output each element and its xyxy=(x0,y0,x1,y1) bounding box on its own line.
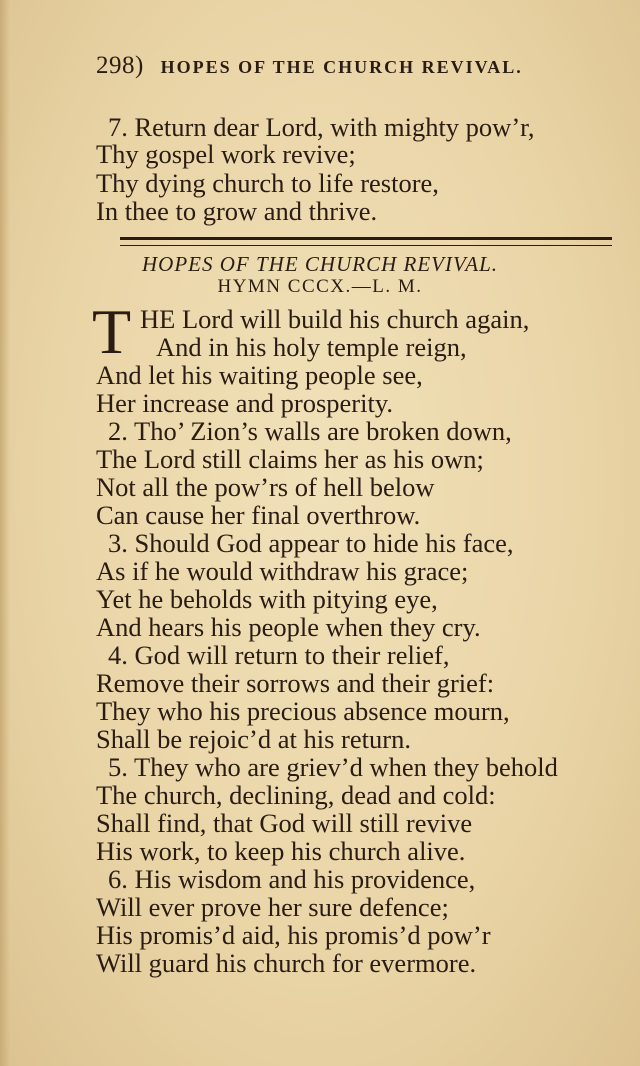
hymn-line: And let his waiting people see, xyxy=(96,360,423,390)
prev-stanza-line: 7. Return dear Lord, with mighty pow’r, xyxy=(108,112,535,142)
hymn-line: And in his holy temple reign, xyxy=(156,332,467,362)
hymn-line: His promis’d aid, his promis’d pow’r xyxy=(96,920,491,950)
hymn-line: Yet he beholds with pitying eye, xyxy=(96,584,438,614)
hymn-line: Remove their sorrows and their grief: xyxy=(96,668,495,698)
hymn-line: His work, to keep his church alive. xyxy=(96,836,466,866)
hymn-line: Can cause her final overthrow. xyxy=(96,500,421,530)
hymn-line: The church, declining, dead and cold: xyxy=(96,780,496,810)
prev-stanza-line: Thy gospel work revive; xyxy=(96,139,356,169)
hymn-line: 3. Should God appear to hide his face, xyxy=(108,528,514,558)
hymn-subtitle: HYMN CCCX.—L. M. xyxy=(217,276,423,297)
hymn-line: Not all the pow’rs of hell below xyxy=(96,472,435,502)
hymn-line: 5. They who are griev’d when they behold xyxy=(108,752,558,782)
hymn-line: They who his precious absence mourn, xyxy=(96,696,510,726)
hymn-line: HE Lord will build his church again, xyxy=(140,304,530,334)
hymn-line: 6. His wisdom and his providence, xyxy=(108,864,476,894)
hymn-line: Will guard his church for evermore. xyxy=(96,948,477,978)
hymn-line: 2. Tho’ Zion’s walls are broken down, xyxy=(108,416,512,446)
hymn-line: The Lord still claims her as his own; xyxy=(96,444,484,474)
hymn-title: HOPES OF THE CHURCH REVIVAL. xyxy=(142,252,498,276)
hymn-line: Will ever prove her sure defence; xyxy=(96,892,449,922)
page-number: 298) xyxy=(96,52,144,79)
drop-cap: T xyxy=(92,296,132,367)
prev-stanza-line: Thy dying church to life restore, xyxy=(96,168,439,198)
hymn-line: And hears his people when they cry. xyxy=(96,612,481,642)
hymn-line: As if he would withdraw his grace; xyxy=(96,556,469,586)
hymn-line: Shall find, that God will still revive xyxy=(96,808,473,838)
prev-stanza-line: In thee to grow and thrive. xyxy=(96,196,378,226)
page-edge-shadow xyxy=(0,0,10,1066)
running-title: HOPES OF THE CHURCH REVIVAL. xyxy=(160,57,523,77)
section-divider xyxy=(120,237,612,246)
hymn-line: Her increase and prosperity. xyxy=(96,388,394,418)
hymn-line: Shall be rejoic’d at his return. xyxy=(96,724,411,754)
page-header xyxy=(96,52,616,80)
hymn-line: 4. God will return to their relief, xyxy=(108,640,450,670)
